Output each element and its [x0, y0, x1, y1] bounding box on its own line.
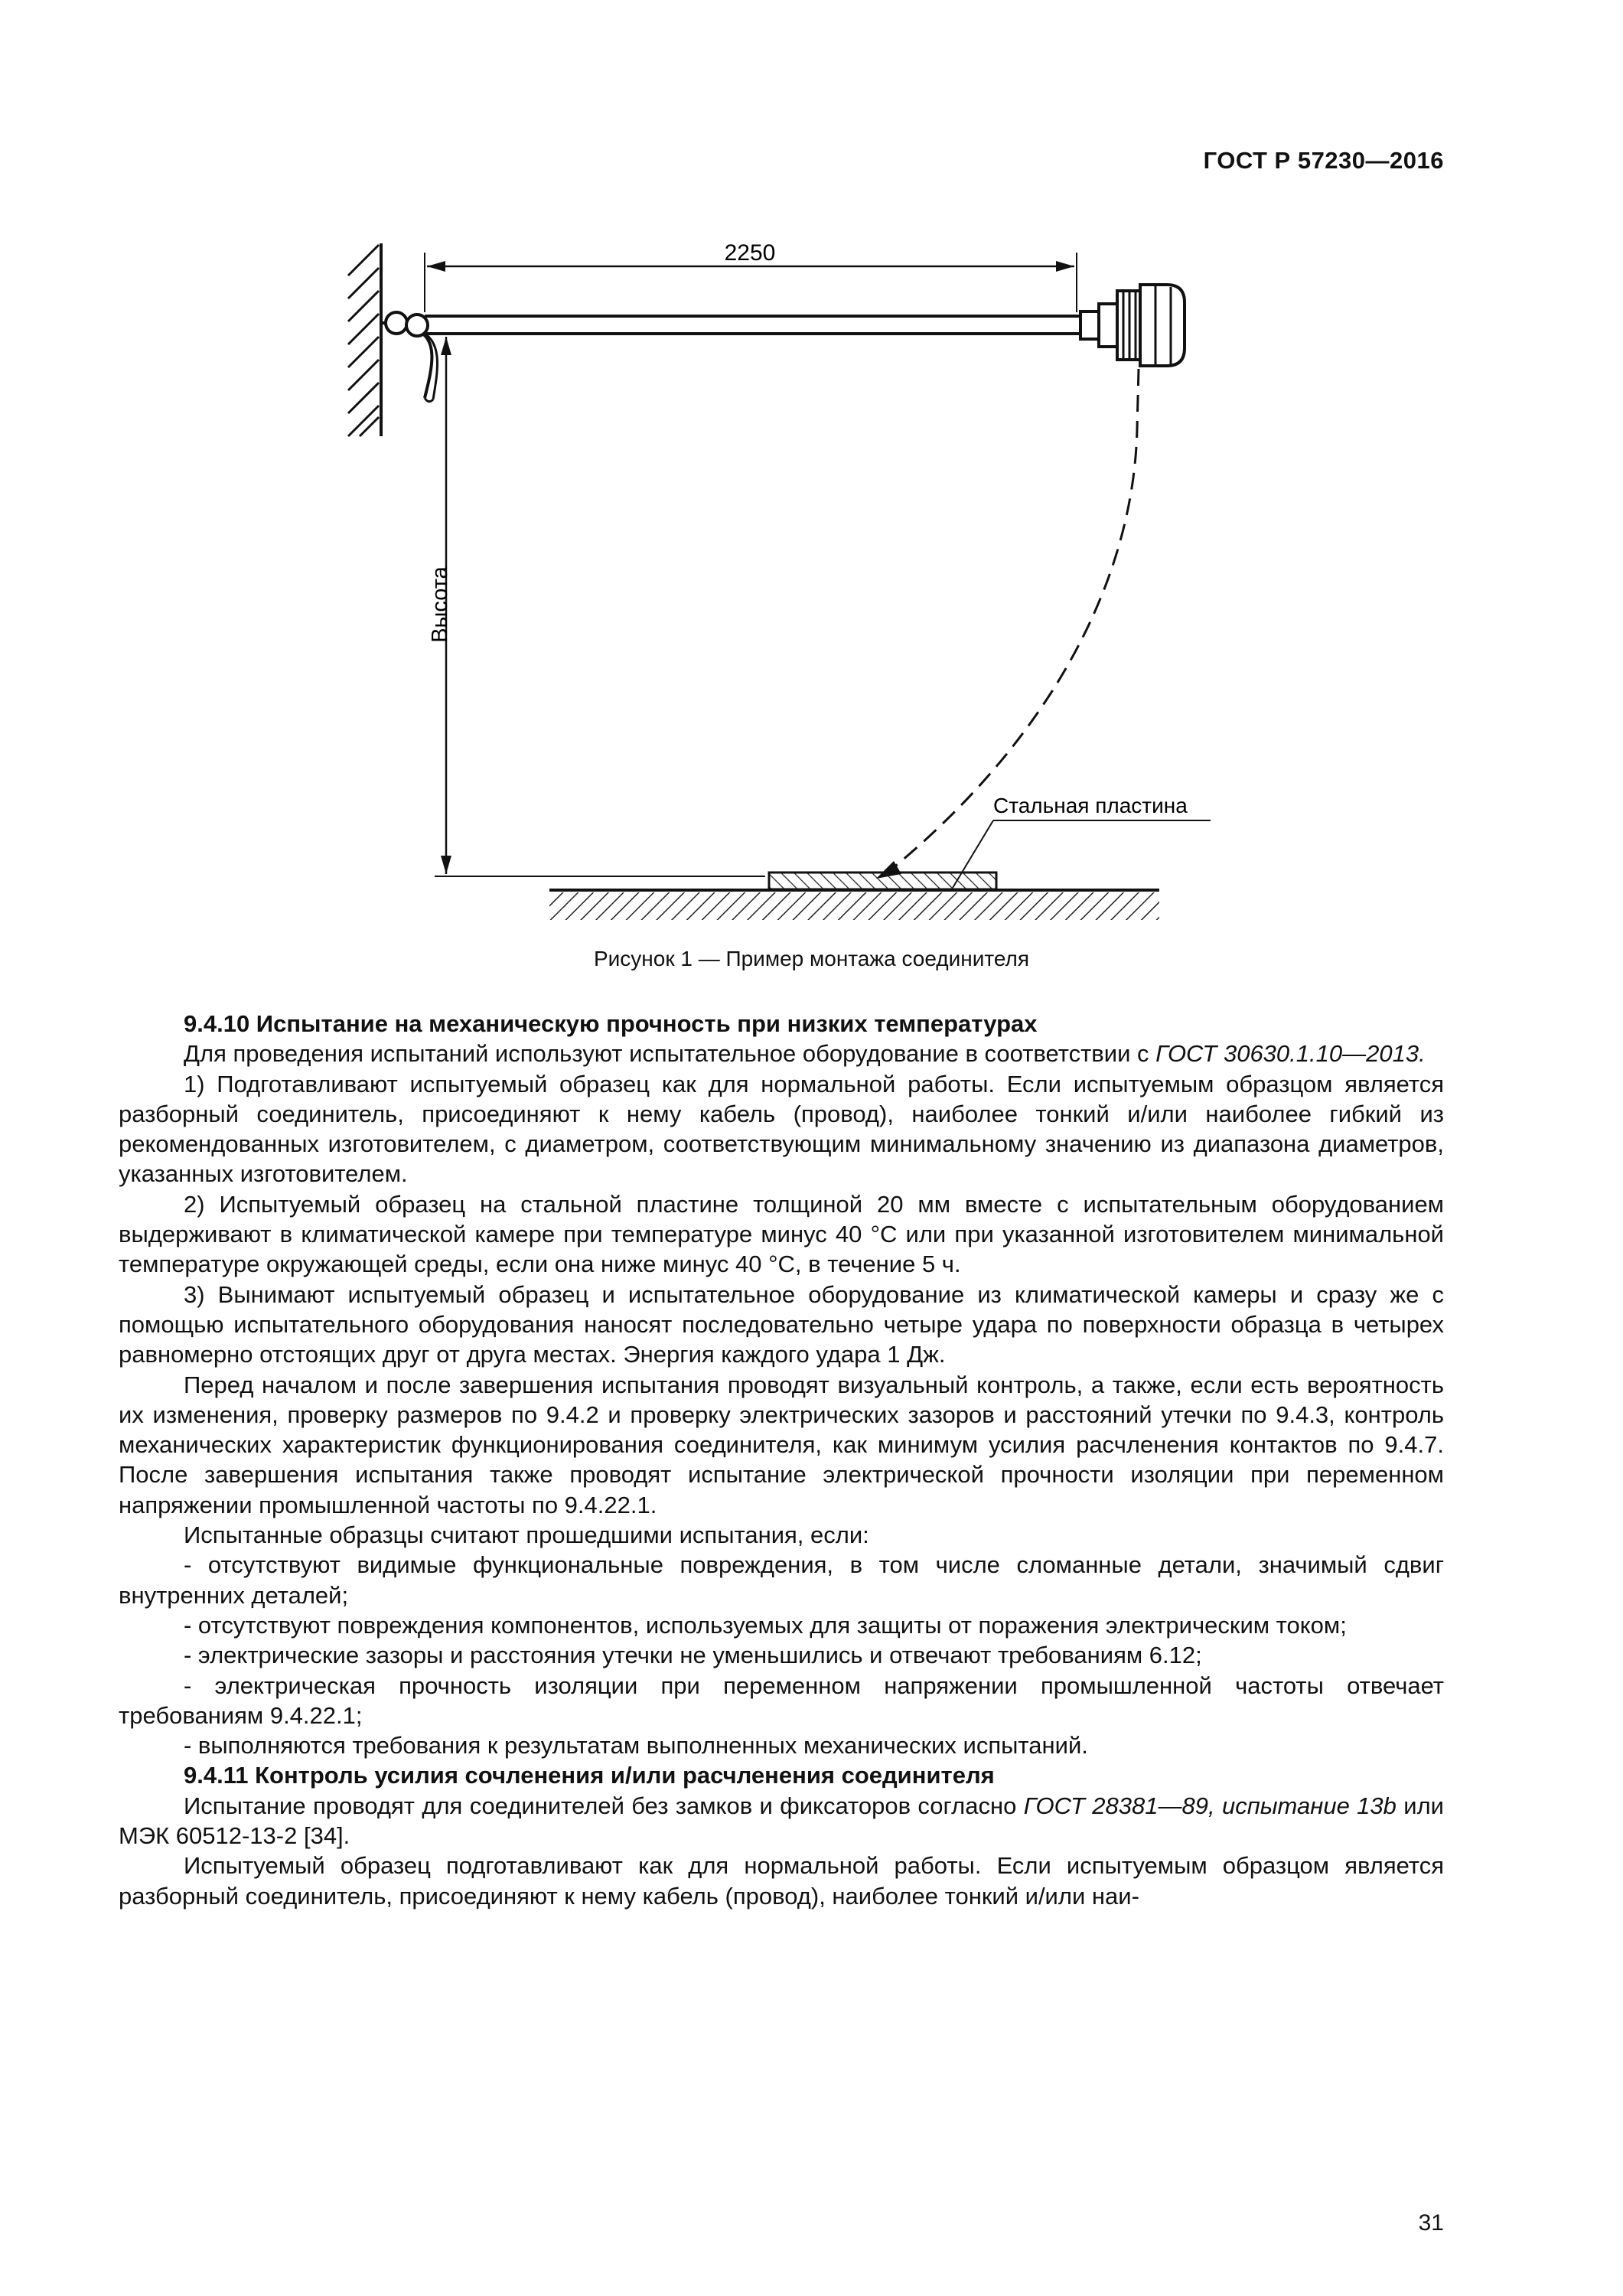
paragraph: Испытание проводят для соединителей без замков и фиксаторов согласно ГОСТ 28381—89, испытание 13b или МЭК 60512-13-2 [34].: [119, 1792, 1444, 1850]
page-number: 31: [1418, 2210, 1444, 2236]
list-item: - отсутствуют видимые функциональные повреждения, в том числе сломанные детали, значимый сдвиг внутренних деталей;: [119, 1551, 1444, 1609]
list-item: - электрические зазоры и расстояния утечки не уменьшились и отвечают требованиям 6.12;: [184, 1642, 1202, 1669]
wall: [348, 243, 381, 436]
section-heading-9-4-11: 9.4.11 Контроль усилия сочленения и/или расчленения соединителя: [184, 1762, 995, 1789]
height-dimension: [435, 337, 765, 876]
paragraph: 3) Вынимают испытуемый образец и испытательное оборудование из климатической камеры и сразу же с помощью испытательного оборудования наносят последовательно четыре удара по поверхности образца в четырех равномерно отстоящих друг от друга местах. Энергия каждого удара 1 Дж.: [119, 1280, 1444, 1368]
height-label: Высота: [428, 566, 452, 643]
document-id: ГОСТ Р 57230—2016: [1203, 147, 1444, 174]
paragraph: Для проведения испытаний используют испытательное оборудование в соответствии с ГОСТ 30630.1.10—2013.: [184, 1040, 1426, 1068]
section-heading-9-4-10: 9.4.10 Испытание на механическую прочность при низких температурах: [184, 1010, 1038, 1037]
paragraph: 2) Испытуемый образец на стальной пластине толщиной 20 мм вместе с испытательным оборудованием выдерживают в климатической камере при температуре минус 40 °С или при указанной изготовителем минимальной температуре окружающей среды, если она ниже минус 40 °С, в течение 5 ч.: [119, 1190, 1444, 1278]
dimension-label: 2250: [724, 240, 776, 266]
cable: [425, 316, 1085, 334]
connector: [1080, 285, 1185, 366]
figure-caption: Рисунок 1 — Пример монтажа соединителя: [593, 947, 1030, 970]
floor: [549, 890, 1159, 920]
list-item: - электрическая прочность изоляции при переменном напряжении промышленной частоты отвечает требованиям 9.4.22.1;: [119, 1671, 1444, 1729]
body-text: [119, 1009, 1444, 1911]
plate-label: Стальная пластина: [993, 794, 1188, 817]
paragraph: Испытуемый образец подготавливают как для нормальной работы. Если испытуемым образцом является разборный соединитель, присоединяют к нему кабель (провод), наиболее тонкий и/или наи-: [119, 1852, 1444, 1910]
wall-hook: [381, 312, 438, 402]
paragraph: 1) Подготавливают испытуемый образец как для нормальной работы. Если испытуемым образцом является разборный соединитель, присоединяют к нему кабель (провод), наиболее тонкий и/или наиболее гибкий из рекомендованных изготовителем, с диаметром, соответствующим минимальному значению из диапазона диаметров, указанных изготовителем.: [119, 1070, 1444, 1188]
list-item: - отсутствуют повреждения компонентов, используемых для защиты от поражения электрическим током;: [184, 1611, 1347, 1639]
connector-mounting-figure: [0, 0, 1623, 995]
list-item: - выполняются требования к результатам выполненных механических испытаний.: [184, 1732, 1088, 1760]
standard-reference: ГОСТ 28381—89, испытание 13b: [1023, 1792, 1396, 1819]
paragraph: Перед началом и после завершения испытания проводят визуальный контроль, а также, если есть вероятность их изменения, проверку размеров по 9.4.2 и проверку электрических зазоров и расстояний утечки по 9.4.3, контроль механических характеристик функционирования соединителя, как минимум усилия расчленения контактов по 9.4.7. После завершения испытания также проводят испытание электрической прочности изоляции при переменном напряжении промышленной частоты по 9.4.22.1.: [119, 1371, 1444, 1518]
paragraph: Испытанные образцы считают прошедшими испытания, если:: [184, 1521, 869, 1549]
steel-plate: [769, 872, 996, 889]
standard-reference: ГОСТ 30630.1.10—2013.: [1155, 1040, 1426, 1068]
